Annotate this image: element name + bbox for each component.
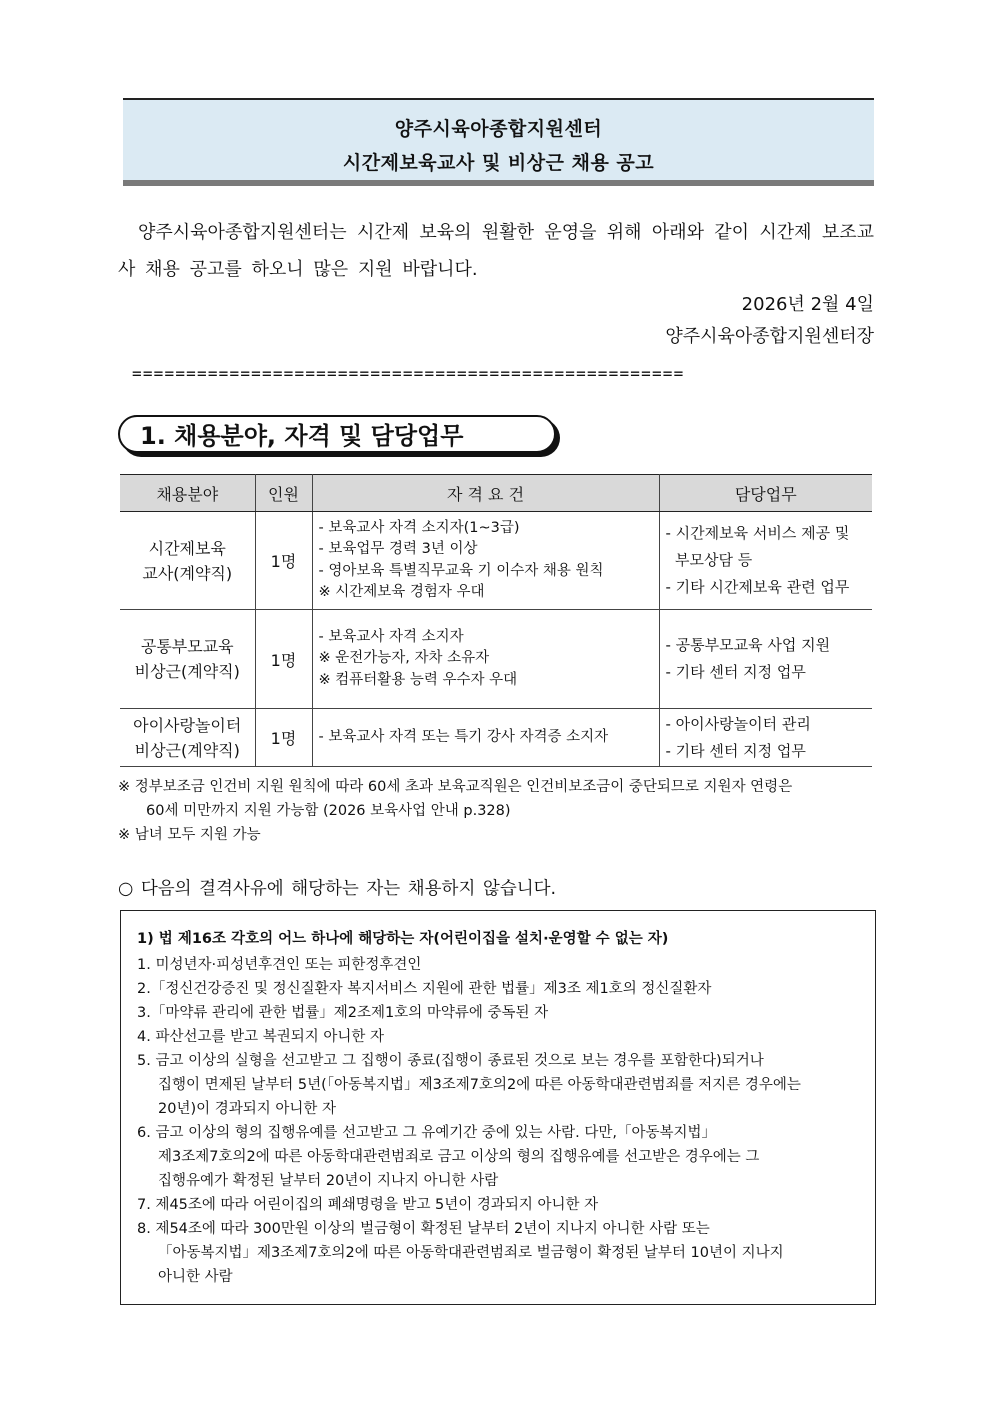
requirement-item: - 보육교사 자격 소지자(1~3급) [318,519,520,536]
list-item: 4. 파산선고를 받고 복권되지 아니한 자 [137,1029,384,1045]
duty-item: - 기타 센터 지정 업무 [665,741,806,760]
list-item: 6. 금고 이상의 형의 집행유예를 선고받고 그 유예기간 중에 있는 사람. 다만,「아동복지법」 [137,1125,716,1141]
requirement-item: ※ 운전가능자, 자차 소유자 [318,650,490,667]
field-name-line: 교사(계약직) [142,563,233,583]
list-item-cont: 제3조제7호의2에 따른 아동학대관련범죄로 금고 이상의 형의 집행유예를 선고받은 경우에는 그 [158,1149,760,1165]
field-name-line: 시간제보육 [148,538,226,558]
duty-item: - 시간제보육 서비스 제공 및 [665,524,850,542]
list-item-cont: 아니한 사람 [158,1269,233,1285]
notice-date: 2026년 2월 4일 [741,294,874,315]
table-header-row [120,475,872,512]
requirement-item: ※ 시간제보육 경험자 우대 [318,584,485,600]
duty-item: - 공통부모교육 사업 지원 [665,636,831,654]
list-item-cont: 20년)이 경과되지 아니한 자 [158,1101,337,1117]
requirements-cell [312,709,659,767]
count-cell: 1명 [255,709,312,767]
duty-item: - 기타 시간제보육 관련 업무 [665,578,850,596]
duty-item: - 아이사랑놀이터 관리 [665,714,811,733]
count-cell: 1명 [255,512,312,610]
notice-title: 시간제보육교사 및 비상근 채용 공고 [342,152,655,174]
count-cell: 1명 [255,610,312,709]
list-item: 2.「정신건강증진 및 정신질환자 복지서비스 지원에 관한 법률」제3조 제1호의 정신질환자 [137,981,712,997]
table-row [120,610,872,709]
requirement-item: - 보육업무 경력 3년 이상 [318,541,478,557]
list-item: 8. 제54조에 따라 300만원 이상의 벌금형이 확정된 날부터 2년이 지나지 아니한 사람 또는 [137,1221,710,1237]
requirement-item: - 보육교사 자격 또는 특기 강사 자격증 소지자 [318,728,609,745]
field-name-line: 아이사랑놀이터 [133,715,242,735]
note-age-limit: ※ 정부보조금 인건비 지원 원칙에 따라 60세 초과 보육교직원은 인건비보조금이 중단되므로 지원자 연령은 [118,779,793,795]
list-item-cont: 집행유예가 확정된 날부터 20년이 지나지 아니한 사람 [158,1173,499,1189]
disqualify-box [120,910,876,1305]
duty-item: 부모상담 등 [665,551,753,569]
duty-item: - 기타 센터 지정 업무 [665,663,806,681]
field-name-line: 비상근(계약직) [134,740,240,760]
note-age-limit-cont: 60세 미만까지 지원 가능함 (2026 보육사업 안내 p.328) [146,803,511,819]
notice-title-box [123,98,874,186]
duties-cell [659,610,872,709]
list-item: 7. 제45조에 따라 어린이집의 폐쇄명령을 받고 5년이 경과되지 아니한 자 [137,1197,599,1213]
divider-rule: =================================================== [132,364,685,383]
list-item: 1. 미성년자·피성년후견인 또는 피한정후견인 [137,957,422,973]
list-item-cont: 「아동복지법」제3조제7호의2에 따른 아동학대관련범죄로 벌금형이 확정된 날부터 10년이 지나지 [158,1245,784,1261]
duties-cell [659,512,872,610]
field-cell [120,512,255,610]
list-item: 5. 금고 이상의 실형을 선고받고 그 집행이 종료(집행이 종료된 것으로 보는 경우를 포함한다)되거나 [137,1053,764,1069]
note-gender: ※ 남녀 모두 지원 가능 [118,827,261,843]
duties-cell [659,709,872,767]
list-item-cont: 집행이 면제된 날부터 5년(「아동복지법」제3조제7호의2에 따른 아동학대관련범죄를 저지른 경우에는 [158,1077,801,1093]
disqualify-heading: 1) 법 제16조 각호의 어느 하나에 해당하는 자(어린이집을 설치·운영할 수 없는 자) [137,931,669,947]
recruitment-table [120,474,872,767]
intro-paragraph [118,214,874,288]
header-field: 채용분야 [120,475,255,512]
field-cell [120,709,255,767]
requirement-item: ※ 컴퓨터활용 능력 우수자 우대 [318,671,518,688]
field-cell [120,610,255,709]
center-name-title: 양주시육아종합지원센터 [394,118,603,140]
intro-text: 양주시육아종합지원센터는 시간제 보육의 원활한 운영을 위해 아래와 같이 시간제 보조교사 채용 공고를 하오니 많은 지원 바랍니다. [118,222,874,280]
header-duties: 담당업무 [659,475,872,512]
section-heading-1: 1. 채용분야, 자격 및 담당업무 [118,415,556,453]
requirements-cell [312,610,659,709]
header-requirements: 자 격 요 건 [312,475,659,512]
requirements-cell [312,512,659,610]
list-item: 3.「마약류 관리에 관한 법률」제2조제1호의 마약류에 중독된 자 [137,1005,549,1021]
notice-signer: 양주시육아종합지원센터장 [665,326,874,347]
requirement-item: - 영아보육 특별직무교육 기 이수자 채용 원칙 [318,562,604,579]
field-name-line: 공통부모교육 [140,637,234,656]
field-name-line: 비상근(계약직) [134,662,240,681]
table-row [120,709,872,767]
requirement-item: - 보육교사 자격 소지자 [318,628,464,645]
header-count: 인원 [255,475,312,512]
disqualify-lead: ○ 다음의 결격사유에 해당하는 자는 채용하지 않습니다. [118,879,557,899]
table-row [120,512,872,610]
